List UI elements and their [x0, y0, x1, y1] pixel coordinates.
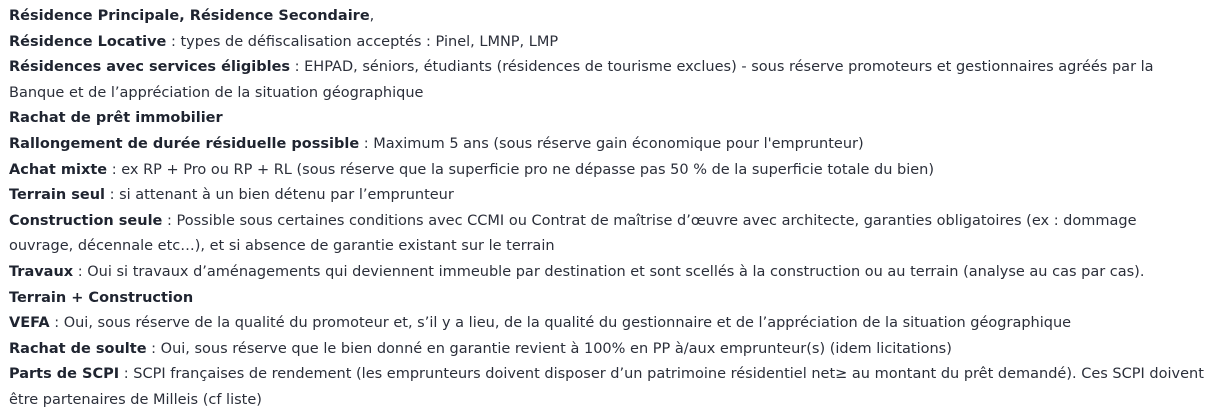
line-achat-mixte	[9, 158, 1204, 184]
line-text: : Oui si travaux d’aménagements qui deviennent immeuble par destination et sont scellés à la construction ou au terrain (analyse au cas par cas).	[73, 263, 1145, 280]
line-parts-scpi	[9, 362, 1204, 413]
line-rachat-soulte	[9, 337, 1204, 363]
line-label: Résidences avec services éligibles	[9, 59, 291, 76]
line-label: Rallongement de durée résiduelle possible	[9, 135, 360, 152]
line-label: Résidence Locative	[9, 33, 167, 50]
line-residence-locative	[9, 30, 1204, 56]
line-text: : types de défiscalisation acceptés : Pinel, LMNP, LMP	[166, 33, 559, 50]
line-text: : si attenant à un bien détenu par l’emprunteur	[105, 187, 454, 204]
line-terrain-seul	[9, 183, 1204, 209]
line-text: ,	[369, 8, 375, 24]
line-label: Terrain seul	[9, 187, 105, 204]
line-rachat-pret	[9, 106, 1204, 132]
line-label: VEFA	[9, 315, 50, 332]
line-residence-principale	[9, 4, 1204, 30]
line-travaux	[9, 260, 1204, 286]
line-text: : Maximum 5 ans (sous réserve gain économique pour l'emprunteur)	[359, 135, 864, 152]
line-label: Parts de SCPI	[9, 366, 120, 383]
line-label: Achat mixte	[9, 161, 108, 178]
line-text: : Oui, sous réserve que le bien donné en garantie revient à 100% en PP à/aux emprunteur(s) (idem licitations)	[146, 340, 952, 357]
line-text: : EHPAD, séniors, étudiants (résidences de tourisme exclues) - sous réserve promoteurs et gestionnaires agréés par la Banque et de l’appréciation de la situation géographique	[9, 59, 1154, 101]
line-text: : SCPI françaises de rendement (les emprunteurs doivent disposer d’un patrimoine résidentiel net≥ au montant du prêt demandé). Ces SCPI doivent être partenaires de Milleis (cf liste)	[9, 366, 1204, 408]
line-label: Construction seule	[9, 212, 163, 229]
line-label: Travaux	[9, 263, 74, 280]
line-construction-seule	[9, 209, 1204, 260]
line-label: Résidence Principale, Résidence Secondaire	[9, 8, 370, 24]
line-text: : Oui, sous réserve de la qualité du promoteur et, s’il y a lieu, de la qualité du gestionnaire et de l’appréciation de la situation géographique	[49, 315, 1072, 332]
line-label: Rachat de prêt immobilier	[9, 110, 223, 127]
line-residences-services	[9, 55, 1204, 106]
line-label: Terrain + Construction	[9, 289, 194, 306]
line-text: : Possible sous certaines conditions avec CCMI ou Contrat de maîtrise d’œuvre avec architecte, garanties obligatoires (ex : dommage ouvrage, décennale etc…), et si absence de garantie existant sur le terrain	[9, 212, 1137, 255]
line-text: : ex RP + Pro ou RP + RL (sous réserve que la superficie pro ne dépasse pas 50 % de la superficie totale du bien)	[107, 161, 935, 178]
line-terrain-construction	[9, 286, 1204, 312]
line-vefa	[9, 311, 1204, 337]
line-label: Rachat de soulte	[9, 340, 147, 357]
line-rallongement-duree	[9, 132, 1204, 158]
